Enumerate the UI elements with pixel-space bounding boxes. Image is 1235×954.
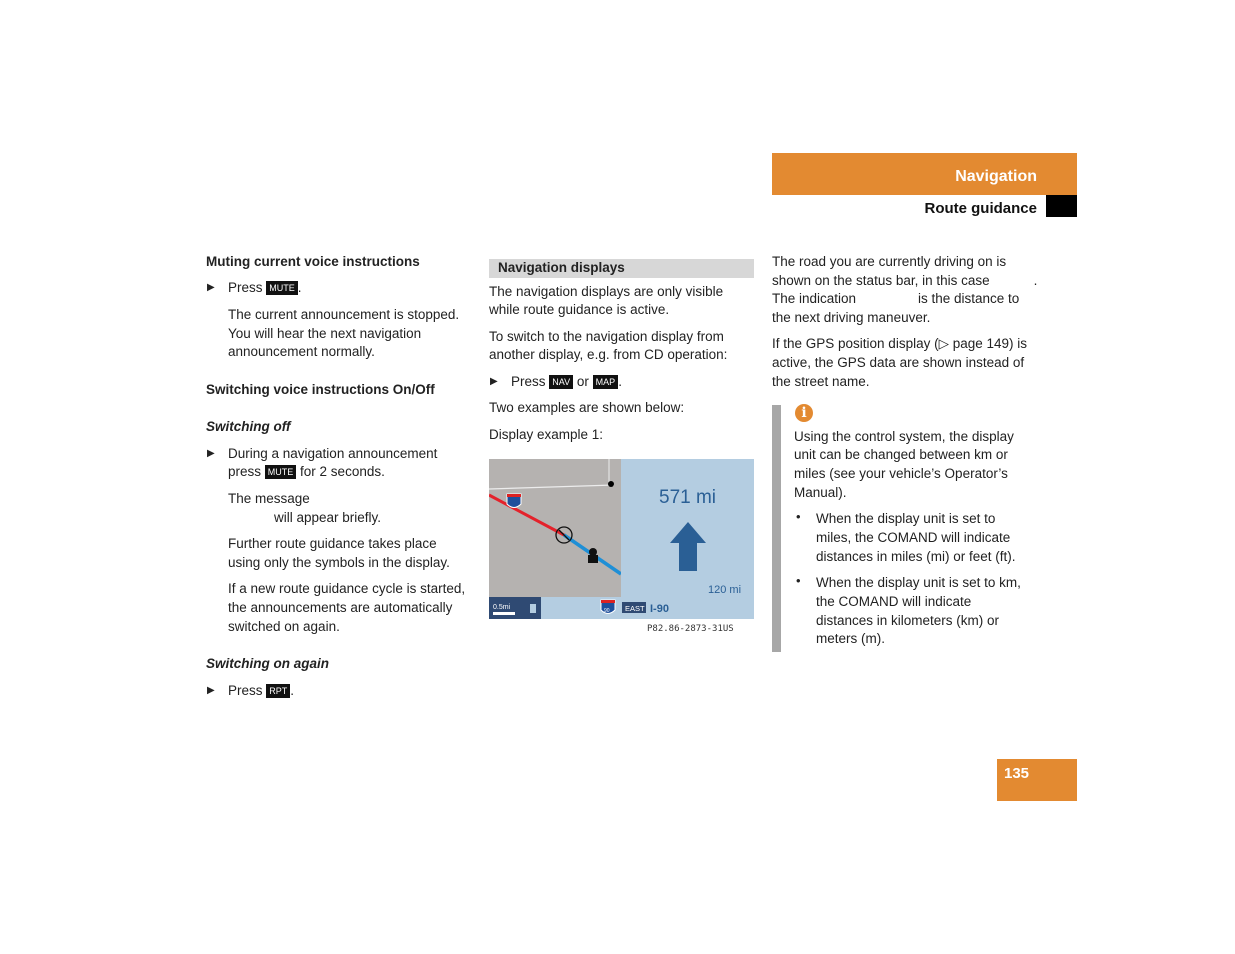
bullet1-1: When the display unit is set to bbox=[816, 511, 996, 526]
further-1: Further route guidance takes place bbox=[228, 536, 437, 551]
info-3: miles (see your vehicle’s Operator’s bbox=[794, 466, 1008, 481]
nav-key: NAV bbox=[549, 375, 573, 389]
msg-line-2: will appear briefly. bbox=[274, 510, 382, 525]
map-area bbox=[489, 459, 621, 597]
press-label: Press bbox=[511, 374, 546, 389]
info-box-bar bbox=[772, 405, 781, 652]
road-p1-4: the next driving maneuver. bbox=[772, 310, 931, 325]
bullet2-1: When the display unit is set to km, bbox=[816, 575, 1021, 590]
new-cycle-3: switched on again. bbox=[228, 619, 340, 634]
map-key: MAP bbox=[593, 375, 619, 389]
off-step-duration: for 2 seconds. bbox=[300, 464, 385, 479]
info-icon: i bbox=[795, 404, 813, 422]
interstate-shield-icon bbox=[507, 494, 521, 508]
heading-switching: Switching voice instructions On/Off bbox=[206, 382, 435, 397]
bullet2-3: distances in kilometers (km) or bbox=[816, 613, 1000, 628]
msg-line-1: The message bbox=[228, 491, 310, 506]
nav-p1-1: The navigation displays are only visible bbox=[489, 284, 724, 299]
subheading-off: Switching off bbox=[206, 419, 291, 434]
mute-desc-1: The current announcement is stopped. bbox=[228, 307, 460, 322]
bullet-icon: • bbox=[796, 509, 801, 524]
heading-muting: Muting current voice instructions bbox=[206, 254, 420, 269]
mute-key: MUTE bbox=[265, 465, 297, 479]
step-arrow-icon: ▶ bbox=[207, 448, 215, 459]
scale-bar bbox=[493, 612, 515, 615]
nav-p1-2: while route guidance is active. bbox=[489, 302, 670, 317]
on-step: Press RPT . bbox=[228, 683, 295, 698]
info-1: Using the control system, the display bbox=[794, 429, 1014, 444]
navigation-display-example bbox=[489, 459, 754, 619]
nav-display-svg bbox=[489, 459, 754, 619]
nav-p4: Display example 1: bbox=[489, 427, 604, 442]
figure-caption: P82.86-2873-31US bbox=[647, 624, 734, 634]
step-arrow-icon: ▶ bbox=[207, 685, 215, 696]
direction-label: EAST bbox=[625, 604, 645, 613]
subheading-on: Switching on again bbox=[206, 656, 330, 671]
new-cycle-1: If a new route guidance cycle is started, bbox=[228, 581, 466, 596]
info-2: unit can be changed between km or bbox=[794, 447, 1008, 462]
nav-p3: Two examples are shown below: bbox=[489, 400, 685, 415]
road-p1-1: The road you are currently driving on is bbox=[772, 254, 1007, 269]
map-orientation-icon bbox=[530, 604, 536, 613]
distance-to-destination: 571 mi bbox=[659, 487, 717, 508]
mute-step: Press MUTE . bbox=[228, 280, 302, 295]
road-p1-3a: The indication bbox=[772, 291, 857, 306]
bullet1-2: miles, the COMAND will indicate bbox=[816, 530, 1011, 545]
page-number: 135 bbox=[1004, 765, 1030, 782]
press-label: press bbox=[228, 464, 262, 479]
header-tab-marker bbox=[1046, 195, 1077, 217]
gps-p2-2: active, the GPS data are shown instead of bbox=[772, 355, 1025, 370]
press-label: Press bbox=[228, 280, 263, 295]
gps-p2-1: If the GPS position display (▷ page 149) is bbox=[772, 336, 1028, 351]
further-2: using only the symbols in the display. bbox=[228, 555, 450, 570]
bullet2-2: the COMAND will indicate bbox=[816, 594, 972, 609]
shield-number: 90 bbox=[604, 608, 610, 614]
press-label: Press bbox=[228, 683, 263, 698]
bullet-icon: • bbox=[796, 573, 801, 588]
step-arrow-icon: ▶ bbox=[490, 376, 498, 387]
road-p1-2: shown on the status bar, in this case . bbox=[772, 273, 1038, 288]
mute-key: MUTE bbox=[266, 281, 298, 295]
road-p1-3b: is the distance to bbox=[918, 291, 1020, 306]
destination-flag-icon bbox=[588, 548, 598, 563]
nav-p2-2: another display, e.g. from CD operation: bbox=[489, 347, 728, 362]
bullet2-4: meters (m). bbox=[816, 631, 885, 646]
nav-step: Press NAV or MAP . bbox=[511, 374, 622, 389]
subsection-title: Route guidance bbox=[924, 200, 1037, 217]
road-p1-2-text: shown on the status bar, in this case bbox=[772, 273, 990, 288]
distance-to-maneuver: 120 mi bbox=[708, 584, 742, 596]
off-step-2 bbox=[228, 462, 385, 481]
mute-desc-3: announcement normally. bbox=[228, 344, 375, 359]
rpt-key: RPT bbox=[266, 684, 290, 698]
step-arrow-icon: ▶ bbox=[207, 282, 215, 293]
map-poi-icon bbox=[608, 481, 614, 487]
bullet1-3: distances in miles (mi) or feet (ft). bbox=[816, 549, 1016, 564]
gps-p2-3: the street name. bbox=[772, 374, 870, 389]
or-label: or bbox=[576, 374, 589, 389]
nav-p2-1: To switch to the navigation display from bbox=[489, 329, 724, 344]
nav-displays-heading: Navigation displays bbox=[498, 260, 625, 275]
off-step-1: During a navigation announcement bbox=[228, 446, 438, 461]
new-cycle-2: the announcements are automatically bbox=[228, 600, 453, 615]
mute-desc-2: You will hear the next navigation bbox=[228, 326, 422, 341]
section-title: Navigation bbox=[955, 168, 1037, 185]
current-road: I-90 bbox=[650, 603, 669, 615]
info-4: Manual). bbox=[794, 485, 847, 500]
map-scale: 0.5mi bbox=[493, 604, 511, 611]
